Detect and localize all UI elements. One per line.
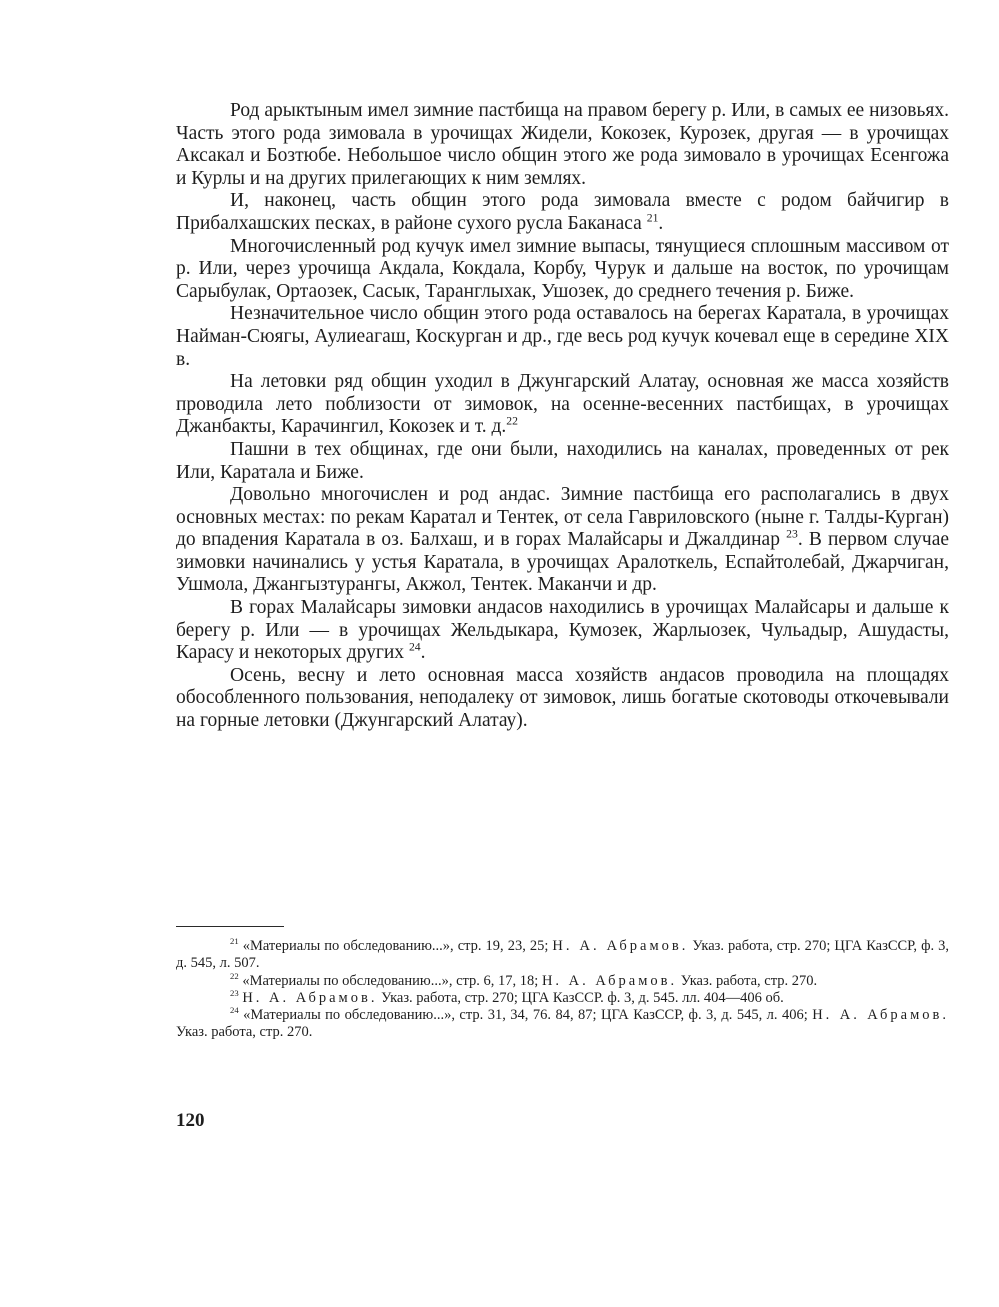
footnote-text: «Материалы по обследованию...», стр. 6, 17, 18; — [242, 972, 542, 989]
footnote-author: Н. А. Абрамов. — [541, 972, 678, 989]
footnote-author: Н. А. Абрамов. — [812, 1007, 950, 1024]
paragraph — [176, 303, 949, 371]
paragraph — [176, 236, 949, 304]
footnote-text: Указ. работа, стр. 270; ЦГА КазССР. ф. 3, д. 545. лл. 404—406 об. — [377, 989, 784, 1006]
footnote-ref[interactable]: 22 — [506, 414, 518, 428]
paragraph-text: Довольно многочислен и род андас. Зимние пастбища его располагались в двух основных местах: по рекам Каратал и Тентек, от села Гавриловского (ныне г. Талды-Курган) до впадения Каратала в оз. Балхаш, и в горах Малайсары и Джалдинар — [176, 484, 949, 551]
paragraph-text: Осень, весну и лето основная масса хозяйств андасов проводила на площадях обособленного пользования, неподалеку от зимовок, лишь богатые скотоводы откочевывали на горные летовки (Джунгарский Алатау). — [176, 664, 949, 732]
footnote-mark: 23 — [230, 988, 239, 999]
paragraph — [176, 665, 949, 733]
footnote-ref[interactable]: 23 — [786, 527, 798, 541]
paragraph — [176, 100, 949, 190]
paragraph-text: . — [420, 642, 426, 664]
footnote-21 — [176, 938, 949, 973]
paragraph-text: Незначительное число общин этого рода оставалось на берегах Каратала, в урочищах Найман-Сюягы, Аулиеагаш, Коскурган и др., где весь род кучук кочевал еще в середине XIX в. — [176, 303, 949, 370]
footnote-text: «Материалы по обследованию...», стр. 31, 34, 76. 84, 87; ЦГА КазССР, ф. 3, д. 545, л. 406; — [243, 1007, 813, 1024]
footnote-text: Указ. работа, стр. 270; ЦГА КазССР, ф. 3, д. 545, л. 507. — [176, 938, 950, 972]
paragraph — [176, 439, 949, 484]
footnote-author: Н. А. Абрамов. — [242, 989, 378, 1006]
footnote-divider — [176, 926, 284, 927]
footnote-author: Н. А. Абрамов. — [552, 938, 689, 954]
paragraph-text: Пашни в тех общинах, где они были, находились на каналах, проведенных от рек Или, Каратала и Биже. — [176, 438, 949, 483]
paragraph-text: В горах Малайсары зимовки андасов находились в урочищах Малайсары и дальше к берегу р. Или — в урочищах Жельдыкара, Кумозек, Жарлыозек, Чульадыр, Ашудасты, Карасу и некоторых других — [176, 597, 949, 664]
page-number: 120 — [176, 1110, 205, 1131]
footnote-ref[interactable]: 24 — [408, 640, 421, 654]
footnote-text: «Материалы по обследованию...», стр. 19, 23, 25; — [242, 938, 553, 954]
footnote-mark: 21 — [230, 936, 239, 947]
footnote-22 — [176, 970, 949, 990]
paragraph: И, наконец, часть общин этого рода зимовала вместе с родом байчигир в Прибалхашских песках, в районе сухого русла Баканаса $^{21}$. — [176, 190, 949, 234]
footnote-text: Указ. работа, стр. 270. — [176, 1024, 313, 1041]
paragraph — [176, 371, 949, 439]
footnote-mark: 22 — [230, 970, 239, 981]
footnote-24 — [176, 1007, 949, 1042]
footnote-23 — [176, 990, 949, 1007]
main-text — [176, 100, 949, 733]
paragraph-text: . В первом случае зимовки начинались у устья Каратала, в урочищах Аралоткель, Еспайтолебай, Джарчиган, Ушмола, Джангызтурангы, Акжол, Тентек. Маканчи и др. — [176, 529, 950, 596]
footnotes — [176, 938, 949, 1042]
paragraph-text: Род арыктыным имел зимние пастбища на правом берегу р. Или, в самых ее низовьях. Часть этого рода зимовала в урочищах Жидели, Кокозек, Курозек, другая — в урочищах Аксакал и Бозтюбе. Небольшое число общин этого же рода зимовало в урочищах Есенгожа и Курлы и на других прилегающих к ним землях. — [176, 100, 949, 189]
paragraph — [176, 597, 949, 665]
paragraph — [176, 484, 949, 597]
footnote-text: Указ. работа, стр. 270. — [677, 972, 818, 989]
paragraph-text: Многочисленный род кучук имел зимние выпасы, тянущиеся сплошным массивом от р. Или, через урочища Акдала, Кокдала, Корбу, Чурук и дальше на восток, по урочищам Сарыбулак, Ортаозек, Сасык, Таранглыхак, Ушозек, до среднего течения р. Биже. — [176, 235, 949, 302]
footnote-mark: 24 — [230, 1005, 239, 1016]
paragraph-text: И, наконец, часть общин этого рода зимовала вместе с родом байчигир в Прибалхашских песках, в районе сухого русла Баканаса — [176, 190, 949, 234]
paragraph-text: На летовки ряд общин уходил в Джунгарский Алатау, основная же масса хозяйств проводила лето поблизости от зимовок, на осенне-весенних пастбищах, в урочищах Джанбакты, Карачингил, Кокозек и т. д. — [176, 371, 949, 438]
footnote-ref[interactable]: 21 — [646, 211, 659, 225]
